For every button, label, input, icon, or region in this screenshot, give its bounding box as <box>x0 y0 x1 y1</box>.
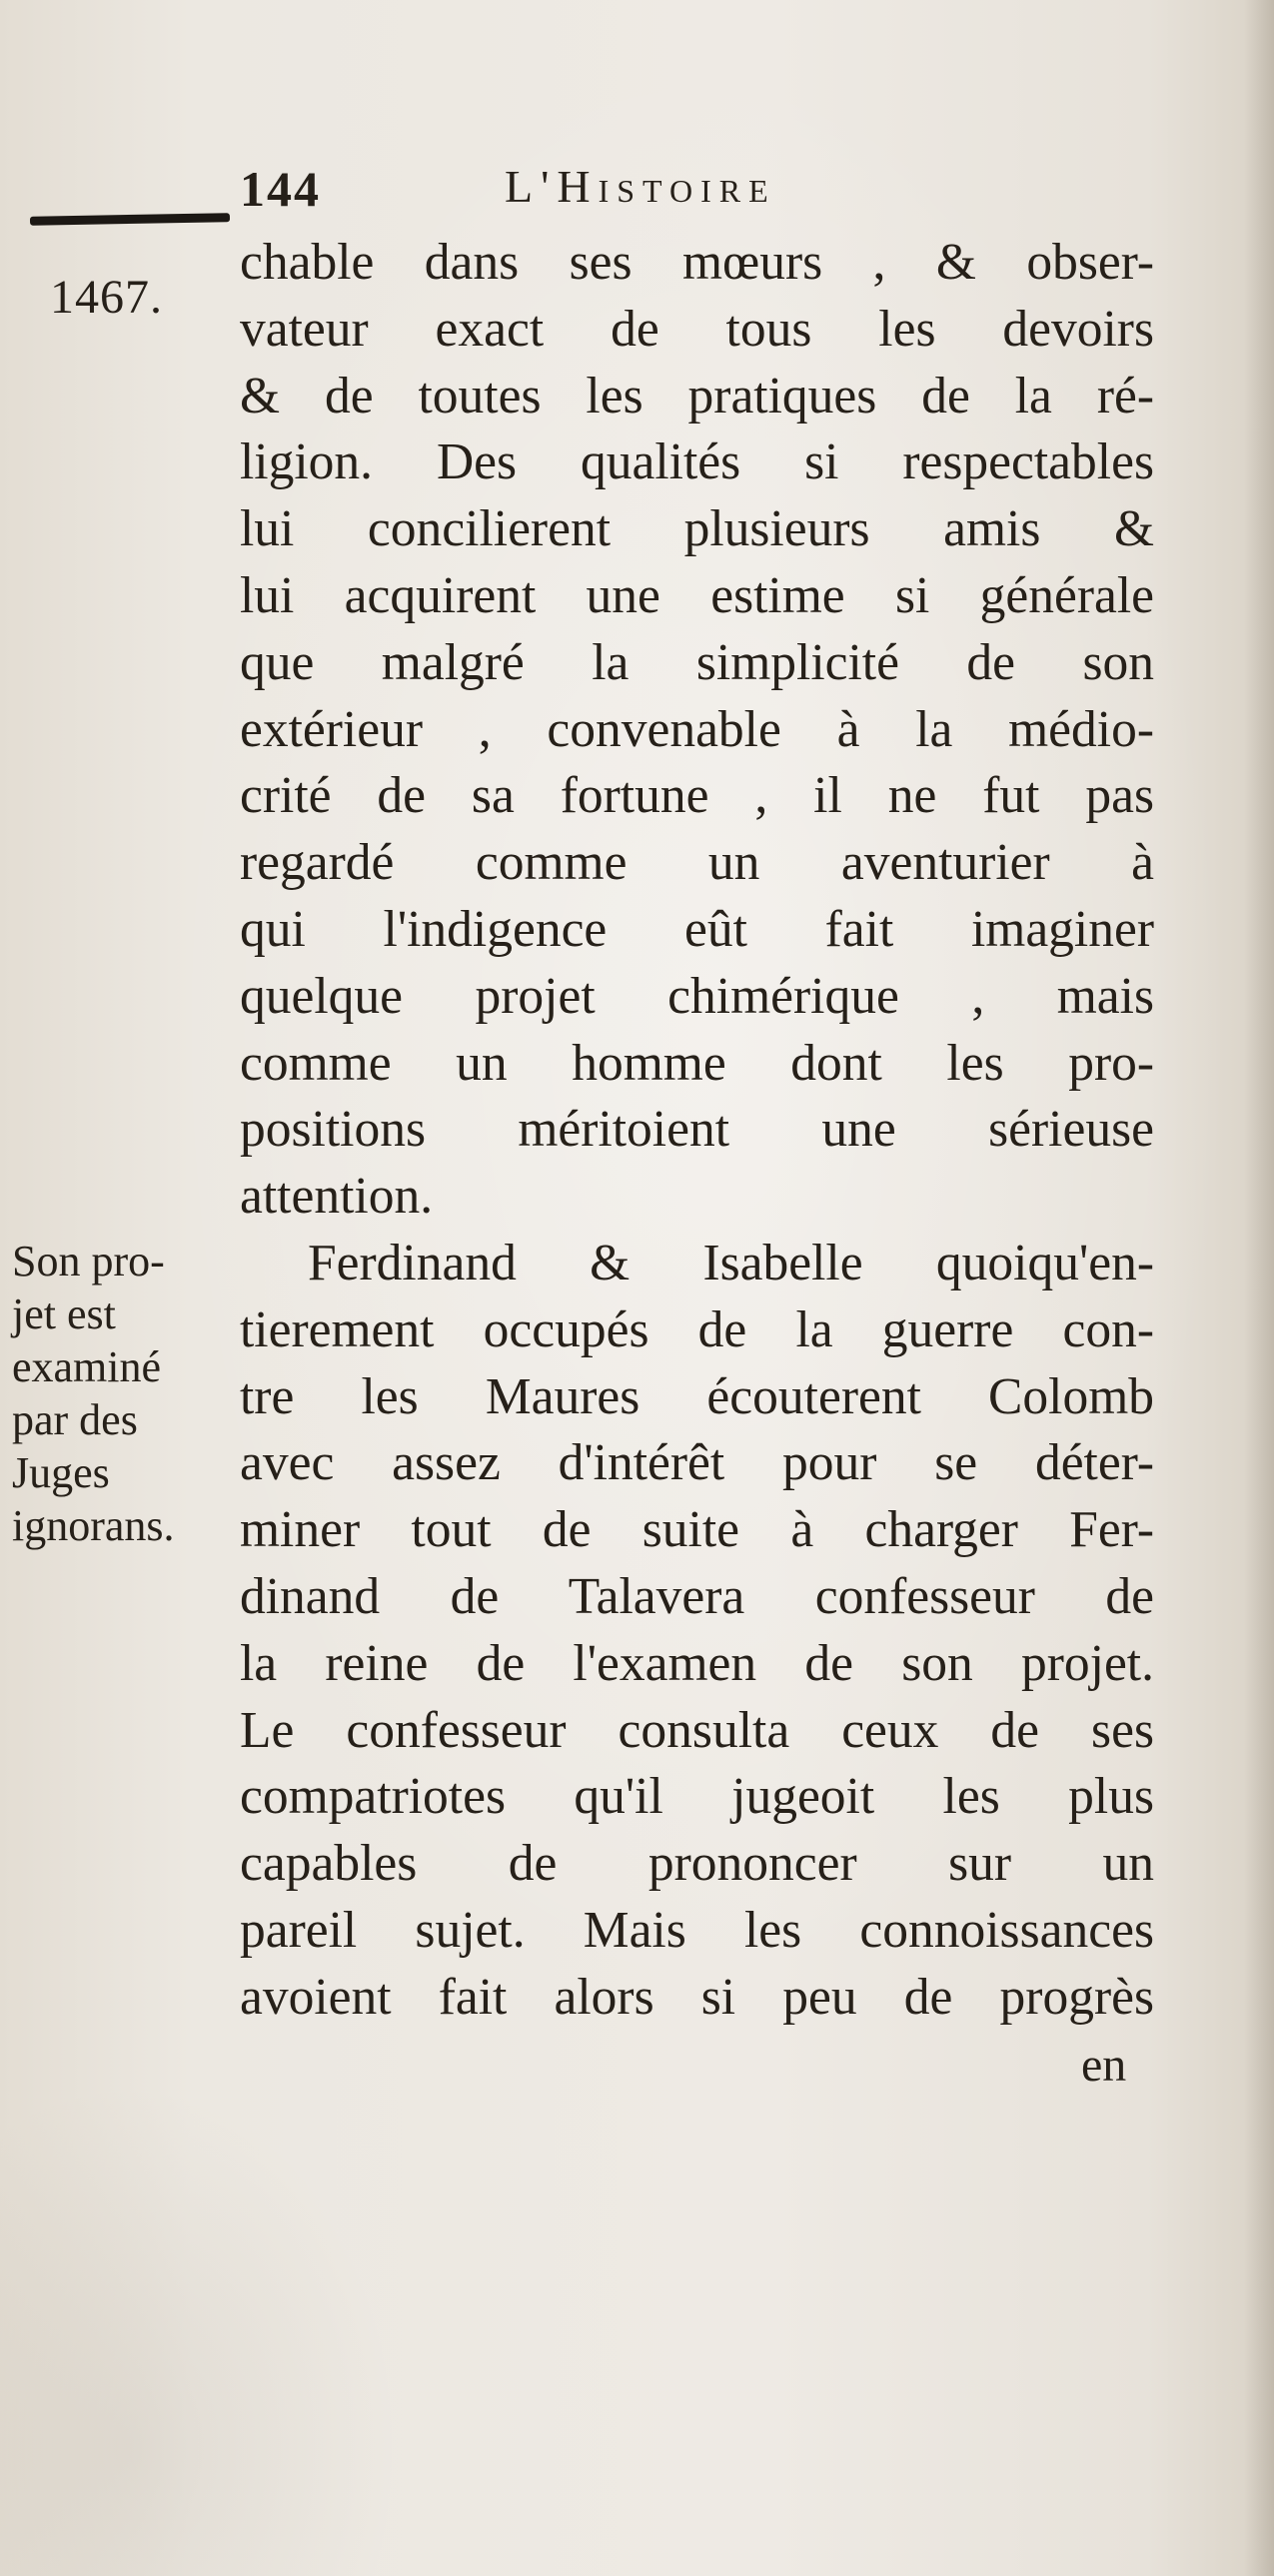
body-line: la reine de l'examen de son projet. <box>240 1634 1154 1692</box>
sidenote-line: examiné <box>12 1342 162 1391</box>
body-line: lui acquirent une estime si générale <box>240 566 1154 624</box>
body-line: avoient fait alors si peu de progrès <box>240 1968 1154 2026</box>
catchword: en <box>1081 2039 1127 2092</box>
body-line: regardé comme un aventurier à <box>240 834 1154 892</box>
margin-sidenote <box>12 1235 242 1552</box>
body-line: pareil sujet. Mais les connoissances <box>240 1901 1154 1959</box>
sidenote-line: jet est <box>12 1289 116 1338</box>
body-line: compatriotes qu'il jugeoit les plus <box>240 1768 1154 1826</box>
body-text <box>240 230 1154 2032</box>
body-line: Ferdinand & Isabelle quoiqu'en- <box>308 1234 1154 1291</box>
body-line: & de toutes les pratiques de la ré- <box>240 367 1154 425</box>
body-line: dinand de Talavera confesseur de <box>240 1567 1154 1625</box>
page-number: 144 <box>240 161 321 217</box>
running-head: L'Histoire <box>505 161 776 212</box>
body-line: quelque projet chimérique , mais <box>240 967 1154 1025</box>
sidenote-line: Son pro- <box>12 1237 165 1286</box>
body-line: capables de prononcer sur un <box>240 1835 1154 1893</box>
body-line: chable dans ses mœurs , & obser- <box>240 234 1154 291</box>
body-line: miner tout de suite à charger Fer- <box>240 1501 1154 1559</box>
sidenote-line: par des <box>12 1395 138 1444</box>
body-line: tierement occupés de la guerre con- <box>240 1300 1154 1358</box>
body-line: comme un homme dont les pro- <box>240 1034 1154 1092</box>
body-line: attention. <box>240 1168 434 1226</box>
page-edge-shadow <box>1244 0 1274 2576</box>
sidenote-line: ignorans. <box>12 1501 175 1550</box>
body-line: positions méritoient une sérieuse <box>240 1101 1154 1159</box>
body-line: Le confesseur consulta ceux de ses <box>240 1701 1154 1759</box>
margin-rule <box>30 213 230 225</box>
margin-year: 1467. <box>50 271 163 324</box>
body-line: que malgré la simplicité de son <box>240 633 1154 691</box>
page-header <box>240 160 1159 220</box>
body-line: ligion. Des qualités si respectables <box>240 433 1154 491</box>
body-line: qui l'indigence eût fait imaginer <box>240 900 1154 958</box>
body-line: vateur exact de tous les devoirs <box>240 300 1154 358</box>
sidenote-line: Juges <box>12 1448 110 1497</box>
body-line: avec assez d'intérêt pour se déter- <box>240 1434 1154 1492</box>
body-line: tre les Maures écouterent Colomb <box>240 1367 1154 1425</box>
body-line: extérieur , convenable à la médio- <box>240 700 1154 758</box>
body-line: crité de sa fortune , il ne fut pas <box>240 767 1154 825</box>
body-line: lui concilierent plusieurs amis & <box>240 500 1154 558</box>
